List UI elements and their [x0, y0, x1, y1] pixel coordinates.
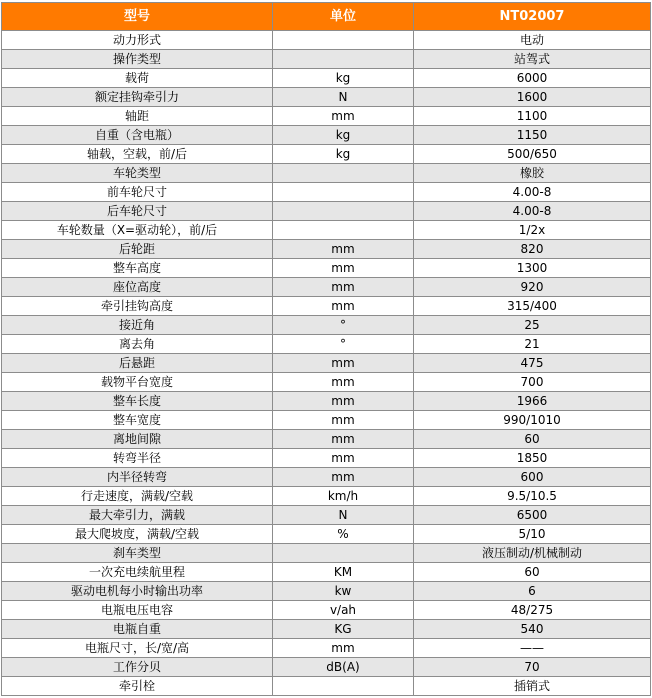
- value-cell: 48/275: [414, 601, 651, 620]
- value-cell: 5/10: [414, 525, 651, 544]
- unit-cell: mm: [273, 468, 414, 487]
- unit-cell: KG: [273, 620, 414, 639]
- unit-cell: mm: [273, 297, 414, 316]
- param-cell: 载荷: [2, 69, 273, 88]
- unit-cell: mm: [273, 240, 414, 259]
- value-cell: 500/650: [414, 145, 651, 164]
- param-cell: 轴距: [2, 107, 273, 126]
- table-row: [2, 373, 651, 392]
- param-cell: 离地间隙: [2, 430, 273, 449]
- value-cell: 60: [414, 563, 651, 582]
- table-row: [2, 145, 651, 164]
- value-cell: 6000: [414, 69, 651, 88]
- unit-cell: mm: [273, 392, 414, 411]
- table-row: [2, 202, 651, 221]
- header-unit-cell: 单位: [273, 3, 414, 31]
- value-cell: 540: [414, 620, 651, 639]
- unit-cell: [273, 677, 414, 696]
- table-row: [2, 430, 651, 449]
- unit-cell: N: [273, 506, 414, 525]
- unit-cell: mm: [273, 373, 414, 392]
- table-row: [2, 297, 651, 316]
- table-row: [2, 411, 651, 430]
- unit-cell: %: [273, 525, 414, 544]
- table-row: [2, 449, 651, 468]
- value-cell: 1150: [414, 126, 651, 145]
- value-cell: 315/400: [414, 297, 651, 316]
- unit-cell: KM: [273, 563, 414, 582]
- table-row: [2, 69, 651, 88]
- unit-cell: [273, 31, 414, 50]
- header-row: [2, 3, 651, 31]
- value-cell: 475: [414, 354, 651, 373]
- table-row: [2, 658, 651, 677]
- param-cell: 操作类型: [2, 50, 273, 69]
- value-cell: 1100: [414, 107, 651, 126]
- unit-cell: mm: [273, 278, 414, 297]
- param-cell: 牵引挂钩高度: [2, 297, 273, 316]
- table-row: [2, 164, 651, 183]
- param-cell: 车轮类型: [2, 164, 273, 183]
- param-cell: 转弯半径: [2, 449, 273, 468]
- value-cell: 820: [414, 240, 651, 259]
- param-cell: 刹车类型: [2, 544, 273, 563]
- unit-cell: mm: [273, 259, 414, 278]
- value-cell: 1300: [414, 259, 651, 278]
- unit-cell: dB(A): [273, 658, 414, 677]
- value-cell: 站驾式: [414, 50, 651, 69]
- unit-cell: [273, 202, 414, 221]
- unit-cell: kg: [273, 69, 414, 88]
- value-cell: 4.00-8: [414, 202, 651, 221]
- table-row: [2, 620, 651, 639]
- table-row: [2, 639, 651, 658]
- unit-cell: °: [273, 316, 414, 335]
- unit-cell: kg: [273, 145, 414, 164]
- value-cell: 920: [414, 278, 651, 297]
- value-cell: 1600: [414, 88, 651, 107]
- param-cell: 额定挂钩牵引力: [2, 88, 273, 107]
- table-row: [2, 506, 651, 525]
- unit-cell: mm: [273, 449, 414, 468]
- param-cell: 接近角: [2, 316, 273, 335]
- param-cell: 最大牵引力，满载: [2, 506, 273, 525]
- value-cell: 600: [414, 468, 651, 487]
- table-row: [2, 487, 651, 506]
- param-cell: 整车高度: [2, 259, 273, 278]
- header-product-cell: NT02007: [414, 3, 651, 31]
- unit-cell: mm: [273, 639, 414, 658]
- value-cell: 700: [414, 373, 651, 392]
- table-row: [2, 468, 651, 487]
- header-model-cell: 型号: [2, 3, 273, 31]
- param-cell: 车轮数量（X=驱动轮），前/后: [2, 221, 273, 240]
- table-row: [2, 31, 651, 50]
- param-cell: 后悬距: [2, 354, 273, 373]
- spec-table: [1, 2, 651, 696]
- unit-cell: km/h: [273, 487, 414, 506]
- value-cell: 25: [414, 316, 651, 335]
- param-cell: 座位高度: [2, 278, 273, 297]
- value-cell: 9.5/10.5: [414, 487, 651, 506]
- param-cell: 电瓶自重: [2, 620, 273, 639]
- param-cell: 离去角: [2, 335, 273, 354]
- table-row: [2, 278, 651, 297]
- param-cell: 轴载，空载，前/后: [2, 145, 273, 164]
- table-row: [2, 525, 651, 544]
- spec-table-body: [2, 3, 651, 696]
- param-cell: 后轮距: [2, 240, 273, 259]
- table-row: [2, 392, 651, 411]
- value-cell: 6: [414, 582, 651, 601]
- unit-cell: kw: [273, 582, 414, 601]
- table-row: [2, 88, 651, 107]
- param-cell: 整车宽度: [2, 411, 273, 430]
- unit-cell: [273, 164, 414, 183]
- unit-cell: mm: [273, 430, 414, 449]
- value-cell: 60: [414, 430, 651, 449]
- param-cell: 自重（含电瓶）: [2, 126, 273, 145]
- table-row: [2, 50, 651, 69]
- unit-cell: mm: [273, 107, 414, 126]
- unit-cell: [273, 50, 414, 69]
- param-cell: 电瓶尺寸，长/宽/高: [2, 639, 273, 658]
- value-cell: 1850: [414, 449, 651, 468]
- unit-cell: v/ah: [273, 601, 414, 620]
- table-row: [2, 126, 651, 145]
- table-row: [2, 677, 651, 696]
- param-cell: 行走速度，满载/空载: [2, 487, 273, 506]
- param-cell: 后车轮尺寸: [2, 202, 273, 221]
- value-cell: 1/2x: [414, 221, 651, 240]
- table-row: [2, 221, 651, 240]
- param-cell: 动力形式: [2, 31, 273, 50]
- unit-cell: [273, 544, 414, 563]
- table-row: [2, 316, 651, 335]
- unit-cell: [273, 221, 414, 240]
- unit-cell: kg: [273, 126, 414, 145]
- value-cell: 6500: [414, 506, 651, 525]
- table-row: [2, 563, 651, 582]
- value-cell: 液压制动/机械制动: [414, 544, 651, 563]
- value-cell: 70: [414, 658, 651, 677]
- unit-cell: [273, 183, 414, 202]
- unit-cell: °: [273, 335, 414, 354]
- param-cell: 牵引栓: [2, 677, 273, 696]
- unit-cell: mm: [273, 354, 414, 373]
- value-cell: 4.00-8: [414, 183, 651, 202]
- param-cell: 载物平台宽度: [2, 373, 273, 392]
- param-cell: 驱动电机每小时输出功率: [2, 582, 273, 601]
- table-row: [2, 601, 651, 620]
- value-cell: 990/1010: [414, 411, 651, 430]
- param-cell: 内半径转弯: [2, 468, 273, 487]
- param-cell: 工作分贝: [2, 658, 273, 677]
- table-row: [2, 335, 651, 354]
- table-row: [2, 240, 651, 259]
- value-cell: 插销式: [414, 677, 651, 696]
- param-cell: 整车长度: [2, 392, 273, 411]
- value-cell: 1966: [414, 392, 651, 411]
- table-row: [2, 582, 651, 601]
- param-cell: 电瓶电压电容: [2, 601, 273, 620]
- unit-cell: mm: [273, 411, 414, 430]
- param-cell: 前车轮尺寸: [2, 183, 273, 202]
- table-row: [2, 544, 651, 563]
- value-cell: ——: [414, 639, 651, 658]
- unit-cell: N: [273, 88, 414, 107]
- table-row: [2, 354, 651, 373]
- value-cell: 21: [414, 335, 651, 354]
- value-cell: 电动: [414, 31, 651, 50]
- param-cell: 最大爬坡度，满载/空载: [2, 525, 273, 544]
- param-cell: 一次充电续航里程: [2, 563, 273, 582]
- table-row: [2, 107, 651, 126]
- value-cell: 橡胶: [414, 164, 651, 183]
- table-row: [2, 259, 651, 278]
- table-row: [2, 183, 651, 202]
